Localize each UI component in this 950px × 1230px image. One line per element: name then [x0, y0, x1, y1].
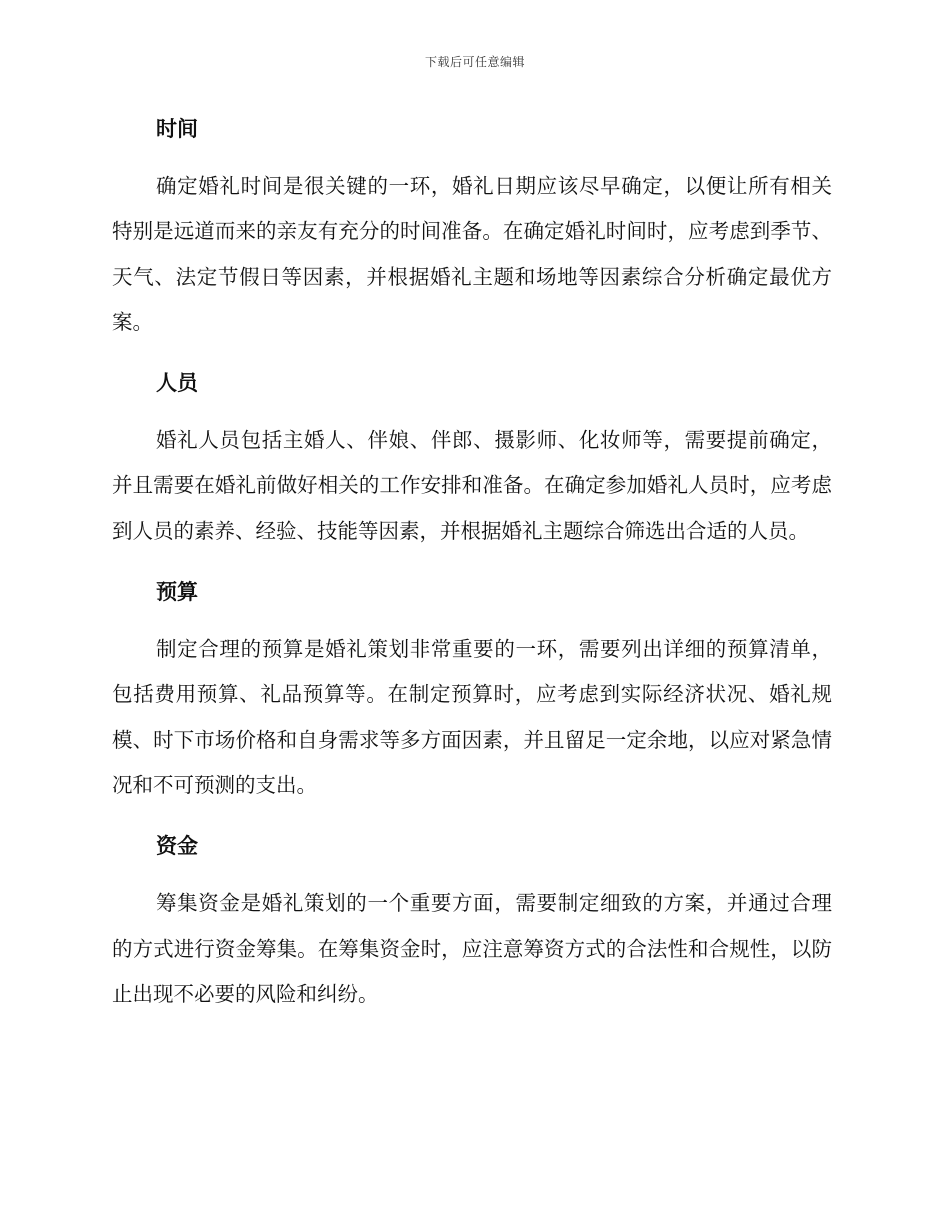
section-paragraph: 筹集资金是婚礼策划的一个重要方面，需要制定细致的方案，并通过合理的方式进行资金筹集。在筹集资金时，应注意筹资方式的合法性和合规性，以防止出现不必要的风险和纠纷。 — [112, 891, 832, 1006]
section-heading: 资金 — [156, 834, 198, 859]
section-paragraph: 婚礼人员包括主婚人、伴娘、伴郎、摄影师、化妆师等，需要提前确定，并且需要在婚礼前做好相关的工作安排和准备。在确定参加婚礼人员时，应考虑到人员的素养、经验、技能等因素，并根据婚礼主题综合筛选出合适的人员。 — [112, 428, 832, 543]
section-heading: 时间 — [156, 117, 198, 141]
section-heading: 人员 — [156, 371, 198, 396]
section-personnel — [112, 360, 832, 554]
section-funds — [112, 823, 832, 1017]
page-header: 下载后可任意编辑 — [424, 55, 525, 69]
section-paragraph: 确定婚礼时间是很关键的一环，婚礼日期应该尽早确定，以便让所有相关特别是远道而来的亲友有充分的时间准备。在确定婚礼时间时，应考虑到季节、天气、法定节假日等因素，并根据婚礼主题和场地等因素综合分析确定最优方案。 — [112, 174, 832, 334]
section-budget — [112, 569, 832, 808]
section-heading: 预算 — [156, 580, 198, 605]
section-paragraph: 制定合理的预算是婚礼策划非常重要的一环，需要列出详细的预算清单，包括费用预算、礼品预算等。在制定预算时，应考虑到实际经济状况、婚礼规模、时下市场价格和自身需求等多方面因素，并且留足一定余地，以应对紧急情况和不可预测的支出。 — [112, 637, 832, 797]
section-time — [112, 106, 832, 345]
document-body — [112, 106, 832, 1032]
